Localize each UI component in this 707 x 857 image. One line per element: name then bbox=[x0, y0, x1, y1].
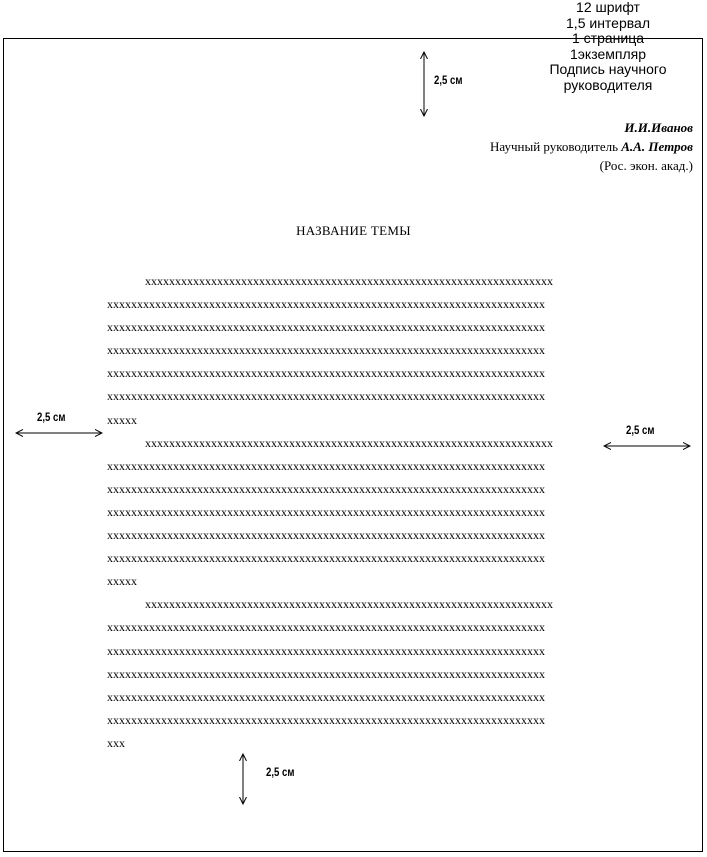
text-line: xxxxxxxxxxxxxxxxxxxxxxxxxxxxxxxxxxxxxxxxxxxxxxxxxxxxxxxxxxxxxxxxxxxxxxxxx bbox=[107, 297, 545, 312]
bottom-margin-label: 2,5 см bbox=[266, 765, 295, 779]
text-line: xxxxxxxxxxxxxxxxxxxxxxxxxxxxxxxxxxxxxxxxxxxxxxxxxxxxxxxxxxxxxxxxxxxxxxxxx bbox=[107, 389, 545, 404]
affiliation: (Рос. экон. акад.) bbox=[599, 158, 693, 173]
text-line: xxxxx bbox=[107, 412, 137, 427]
left-margin-label: 2,5 см bbox=[37, 410, 66, 424]
document-title: НАЗВАНИЕ ТЕМЫ bbox=[296, 223, 411, 238]
top-margin-label: 2,5 см bbox=[434, 73, 463, 87]
body-text bbox=[107, 270, 600, 755]
text-line: xxxxxxxxxxxxxxxxxxxxxxxxxxxxxxxxxxxxxxxxxxxxxxxxxxxxxxxxxxxxxxxxxxxxxxxxx bbox=[107, 689, 545, 704]
text-line: xxxxxxxxxxxxxxxxxxxxxxxxxxxxxxxxxxxxxxxxxxxxxxxxxxxxxxxxxxxxxxxxxxxxxxxxx bbox=[107, 666, 545, 681]
note-line: руководителя bbox=[563, 76, 653, 93]
text-line: xxxxxxxxxxxxxxxxxxxxxxxxxxxxxxxxxxxxxxxxxxxxxxxxxxxxxxxxxxxxxxxxxxxxxxxxx bbox=[107, 320, 545, 335]
supervisor-name: А.А. Петров bbox=[621, 139, 693, 154]
right-margin-label: 2,5 см bbox=[626, 423, 655, 437]
note-line: 1 страница bbox=[571, 30, 645, 46]
text-line: xxxxxxxxxxxxxxxxxxxxxxxxxxxxxxxxxxxxxxxxxxxxxxxxxxxxxxxxxxxxxxxxxxxxxxxxx bbox=[107, 481, 545, 496]
text-line: xxxxxxxxxxxxxxxxxxxxxxxxxxxxxxxxxxxxxxxxxxxxxxxxxxxxxxxxxxxxxxxxxxxxxxxxx bbox=[107, 504, 545, 519]
text-line: xxxxxxxxxxxxxxxxxxxxxxxxxxxxxxxxxxxxxxxxxxxxxxxxxxxxxxxxxxxxxxxxxxxxxxxxx bbox=[107, 528, 545, 543]
author-block bbox=[490, 118, 693, 175]
text-line: xxxxx bbox=[107, 574, 137, 589]
text-line: xxxxxxxxxxxxxxxxxxxxxxxxxxxxxxxxxxxxxxxxxxxxxxxxxxxxxxxxxxxxxxxxxxxxxxxxx bbox=[107, 366, 545, 381]
note-line: 12 шрифт bbox=[576, 0, 640, 15]
author-name: И.И.Иванов bbox=[624, 120, 693, 135]
supervisor-line bbox=[490, 137, 693, 156]
text-line: xxxxxxxxxxxxxxxxxxxxxxxxxxxxxxxxxxxxxxxxxxxxxxxxxxxxxxxxxxxxxxxxxxxxxxxxx bbox=[107, 458, 545, 473]
text-line: xxx bbox=[107, 735, 125, 750]
supervisor-prefix: Научный руководитель bbox=[489, 139, 622, 154]
text-line: xxxxxxxxxxxxxxxxxxxxxxxxxxxxxxxxxxxxxxxxxxxxxxxxxxxxxxxxxxxxxxxxxxxxxxxxx bbox=[107, 712, 545, 727]
note-line: 1экземпляр bbox=[569, 45, 646, 62]
text-line: xxxxxxxxxxxxxxxxxxxxxxxxxxxxxxxxxxxxxxxxxxxxxxxxxxxxxxxxxxxxxxxxxxxxxxxxx bbox=[107, 343, 545, 358]
paragraph-first-line: xxxxxxxxxxxxxxxxxxxxxxxxxxxxxxxxxxxxxxxxxxxxxxxxxxxxxxxxxxxxxxxxxxxx bbox=[145, 435, 553, 450]
text-line: xxxxxxxxxxxxxxxxxxxxxxxxxxxxxxxxxxxxxxxxxxxxxxxxxxxxxxxxxxxxxxxxxxxxxxxxx bbox=[107, 643, 545, 658]
note-line: Подпись научного bbox=[549, 61, 667, 77]
paragraph-first-line: xxxxxxxxxxxxxxxxxxxxxxxxxxxxxxxxxxxxxxxxxxxxxxxxxxxxxxxxxxxxxxxxxxxx bbox=[145, 597, 553, 612]
paragraph-first-line: xxxxxxxxxxxxxxxxxxxxxxxxxxxxxxxxxxxxxxxxxxxxxxxxxxxxxxxxxxxxxxxxxxxx bbox=[145, 274, 553, 288]
text-line: xxxxxxxxxxxxxxxxxxxxxxxxxxxxxxxxxxxxxxxxxxxxxxxxxxxxxxxxxxxxxxxxxxxxxxxxx bbox=[107, 551, 545, 566]
text-line: xxxxxxxxxxxxxxxxxxxxxxxxxxxxxxxxxxxxxxxxxxxxxxxxxxxxxxxxxxxxxxxxxxxxxxxxx bbox=[107, 620, 545, 635]
note-line: 1,5 интервал bbox=[566, 14, 650, 31]
